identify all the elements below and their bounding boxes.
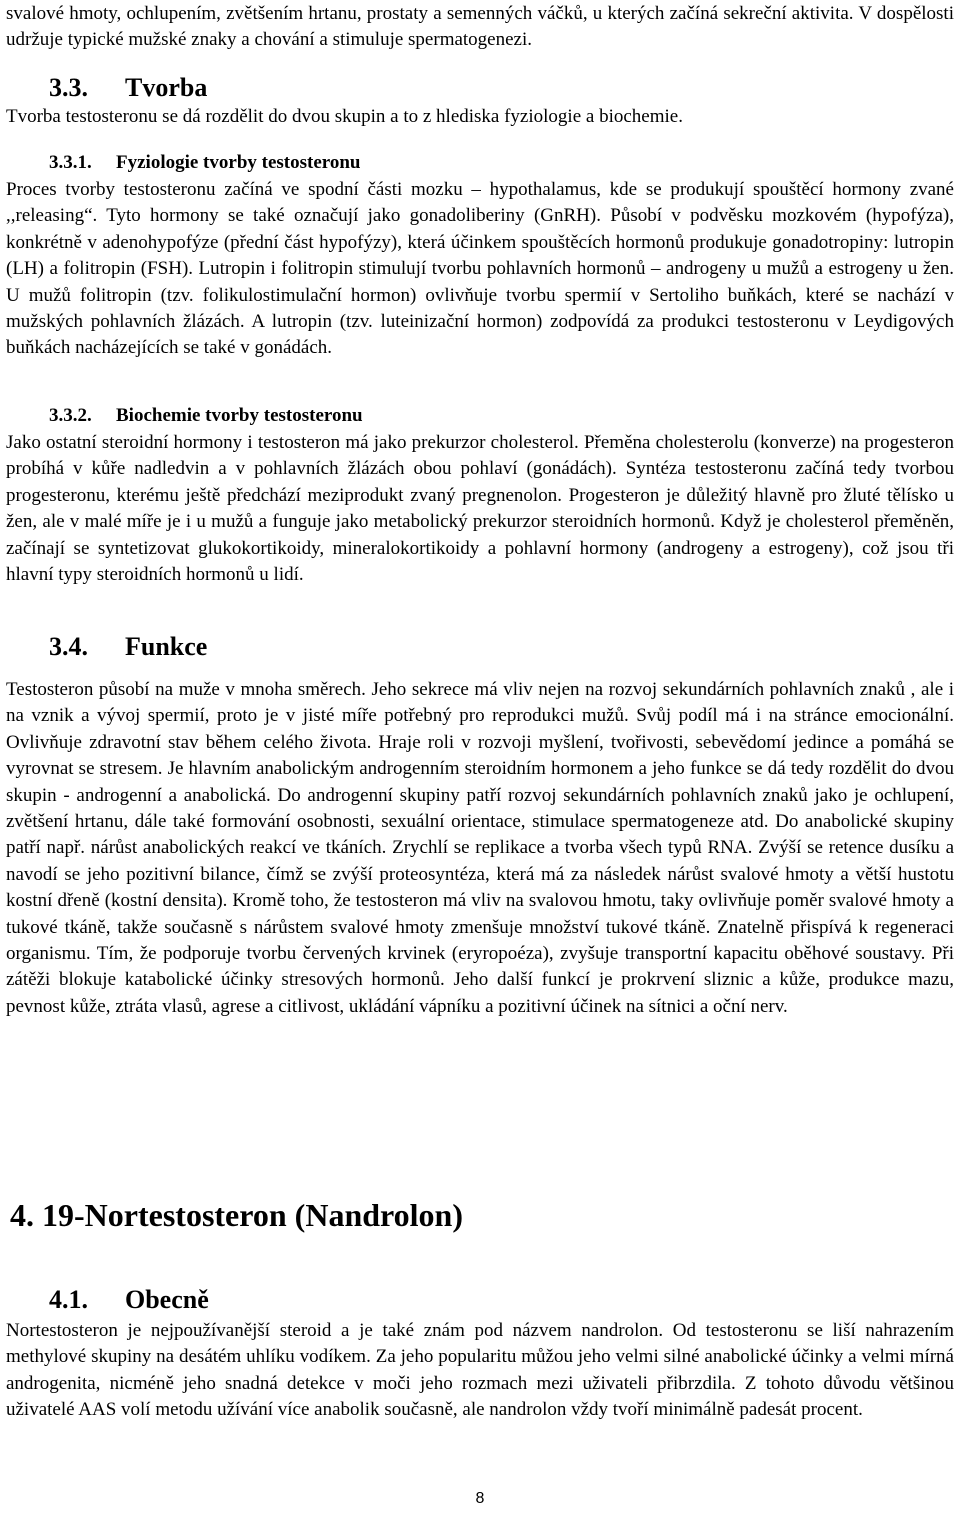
section-number: 3.4. <box>49 632 88 661</box>
section-title: Biochemie tvorby testosteronu <box>116 405 363 426</box>
chapter-title: 19-Nortestosteron (Nandrolon) <box>42 1197 463 1233</box>
section-number: 3.3.2. <box>49 405 92 426</box>
section-4-1-heading <box>6 1285 209 1315</box>
section-number: 4.1. <box>49 1285 88 1314</box>
section-3-4-paragraph: Testosteron působí na muže v mnoha směrech. Jeho sekrece má vliv nejen na rozvoj sekundárních pohlavních znaků , ale i na vznik a vývoj spermií, proto je v jisté míře potřebný pro reprodukci mužů. Svůj podíl má i na stránce emocionální. Ovlivňuje zdravotní stav během celého života. Hraje roli v rozvoji myšlení, tvořivosti, sebevědomí jedince a pomáhá se vyrovnat se stresem. Je hlavním anabolickým androgenním steroidním hormonem a jeho funkce se dá tedy rozdělit do dvou skupin - androgenní a anabolická. Do androgenní skupiny patří rozvoj sekundárních pohlavních znaků jako je ochlupení, zvětšení hrtanu, dále také formování osobnosti, sexuální orientace, stimulace spermatogeneze atd. Do anabolické skupiny patří např. nárůst anabolických reakcí ve tkáních. Zrychlí se replikace a tvorba všech typů RNA. Zvýší se retence dusíku a navodí se jeho pozitivní bilance, čímž se zvýší proteosyntéza, která má za následek nárůst svalové hmoty a větší hustotu kostní dřeně (kostní densita). Kromě toho, že testosteron má vliv na svalovou hmotu, taky ovlivňuje poměr svalové hmoty a tukové tkáně, takže současně s nárůstem svalové hmoty zmenšuje množství tukové tkáně. Znatelně přispívá k regeneraci organismu. Tím, že podporuje tvorbu červených krvinek (eryropoéza), zvyšuje transportní kapacitu oběhové soustavy. Při zátěži blokuje katabolické účinky stresových hormonů. Jeho další funkcí je prokrvení sliznic a kůže, produkce mazu, pevnost kůže, ztráta vlasů, agrese a citlivost, ukládání vápníku a pozitivní účinek na sítnici a oční nerv. <box>6 679 954 1017</box>
section-3-3-1-paragraph: Proces tvorby testosteronu začíná ve spodní části mozku – hypothalamus, kde se produkují spouštěcí hormony zvané ,,releasing“. Tyto hormony se také označují jako gonadoliberiny (GnRH). Působí v podvěsku mozkovém (hypofýza), konkrétně v adenohypofýze (přední část hypofýzy), která účinkem spouštěcích hormonů produkuje gonadotropiny: lutropin (LH) a folitropin (FSH). Lutropin i folitropin stimulují tvorbu pohlavních hormonů – androgeny u mužů a estrogeny u žen. U mužů folitropin (tzv. folikulostimulační hormon) ovlivňuje tvorbu spermií v Sertoliho buňkách, které se nachází v mužských pohlavních žlázách. A lutropin (tzv. luteinizační hormon) zodpovídá za produkci testosteronu v Leydigových buňkách nacházejících se také v gonádách. <box>6 179 954 359</box>
section-3-4-heading <box>6 632 207 662</box>
section-3-3-heading <box>6 73 207 103</box>
page-number: 8 <box>475 1490 485 1507</box>
section-number: 3.3.1. <box>49 152 92 173</box>
section-title: Fyziologie tvorby testosteronu <box>116 152 361 173</box>
chapter-4-heading <box>6 1197 463 1233</box>
chapter-number: 4. <box>10 1197 34 1233</box>
section-title: Tvorba <box>125 73 208 102</box>
section-4-1-paragraph: Nortestosteron je nejpoužívanější steroid a je také znám pod názvem nandrolon. Od testosteronu se liší nahrazením methylové skupiny na desátém uhlíku vodíkem. Za jeho popularitu můžou jeho velmi silné anabolické účinky a velmi mírná androgenita, nicméně jeho snadná detekce v moči jeho rozmach mezi uživateli přibrzdila. Z tohoto důvodu většinou uživatelé AAS volí metodu užívání více anabolik současně, ale nandrolon vždy tvoří minimálně padesát procent. <box>6 1320 954 1421</box>
section-3-3-paragraph: Tvorba testosteronu se dá rozdělit do dvou skupin a to z hlediska fyziologie a biochemie. <box>6 106 683 127</box>
section-3-3-2-paragraph: Jako ostatní steroidní hormony i testosteron má jako prekurzor cholesterol. Přeměna cholesterolu (konverze) na progesteron probíhá v kůře nadledvin a v pohlavních žlázách obou pohlaví (gonádách). Syntéza testosteronu začíná tedy tvorbou progesteronu, kterému ještě předchází meziprodukt zvaný pregnenolon. Progesteron je důležitý hlavně pro žluté tělísko u žen, ale v malé míře je i u mužů a funguje jako metabolický prekurzor steroidních hormonů. Když je cholesterol přeměněn, začínají se syntetizovat glukokortikoidy, mineralokortikoidy a pohlavní hormony (androgeny a estrogeny), což jsou tři hlavní typy steroidních hormonů u lidí. <box>6 432 954 586</box>
section-title: Funkce <box>125 632 208 661</box>
section-title: Obecně <box>125 1285 209 1314</box>
section-3-3-1-heading <box>49 150 361 176</box>
intro-paragraph: svalové hmoty, ochlupením, zvětšením hrtanu, prostaty a semenných váčků, u kterých začíná sekreční aktivita. V dospělosti udržuje typické mužské znaky a chování a stimuluje spermatogenezi. <box>6 3 954 51</box>
section-number: 3.3. <box>49 73 88 102</box>
section-3-3-2-heading <box>49 403 363 429</box>
